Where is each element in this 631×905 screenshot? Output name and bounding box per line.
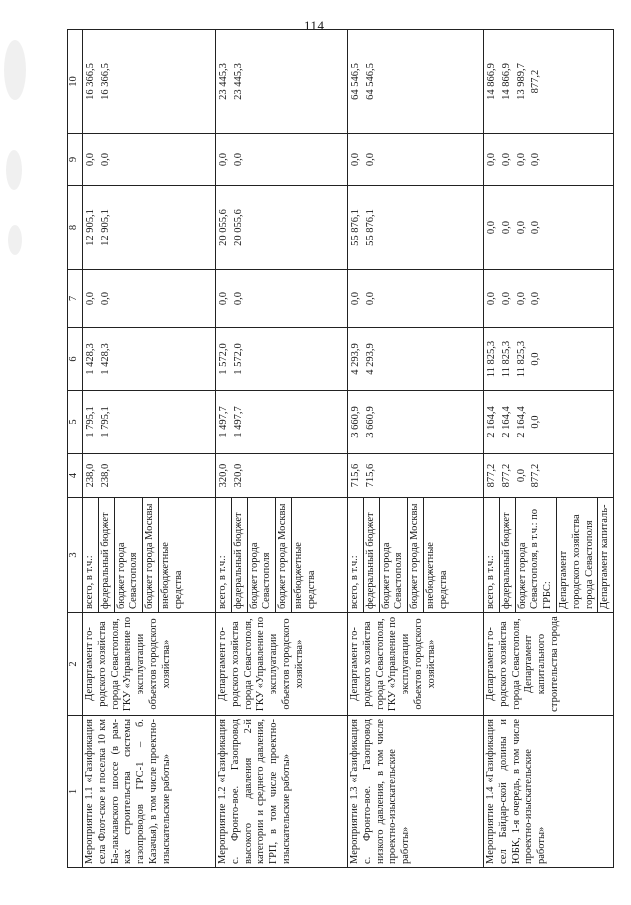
scan-smudge-left-3 [8,225,22,255]
funding-source: внебюджетные средства [159,542,184,609]
value-cell: 0,0 0,0 0,0 0,0 [484,270,614,328]
funding-source: внебюджетные средства [292,542,317,609]
col-header-9: 9 [68,134,83,186]
funding-source: всего, в т.ч.: [83,498,99,612]
funding-table [67,29,614,868]
value-cell: 20 055,6 20 055,6 [216,186,348,270]
value-cell: 12 905,1 12 905,1 [83,186,216,270]
funding-source: федеральный бюджет [99,498,115,612]
col-header-2: 2 [68,613,83,716]
value-cell: 0,0 0,0 [216,270,348,328]
value-cell: 4 293,9 4 293,9 [348,328,484,391]
col-header-8: 8 [68,186,83,270]
value-cell: 1 428,3 1 428,3 [83,328,216,391]
funding-source: федеральный бюджет [364,498,380,612]
funding-sources [83,498,216,613]
value-cell: 0,0 0,0 0,0 0,0 [484,134,614,186]
value-cell: 0,0 0,0 [83,270,216,328]
value-cell: 2 164,4 2 164,4 2 164,4 0,0 [484,391,614,454]
value-cell: 1 795,1 1 795,1 [83,391,216,454]
value-cell: 877,2 877,2 0,0 877,2 [484,454,614,498]
value-cell: 3 660,9 3 660,9 [348,391,484,454]
value-cell: 0,0 0,0 [348,270,484,328]
table-row [216,30,348,868]
value-cell: 320,0 320,0 [216,454,348,498]
funding-source: всего, в т.ч.: [484,498,500,612]
value-cell: 1 572,0 1 572,0 [216,328,348,391]
col-header-6: 6 [68,328,83,391]
funding-source: бюджет города Москвы [276,498,292,612]
rotated-table-wrapper [67,30,614,868]
header-row [68,30,83,868]
value-cell: 715,6 715,6 [348,454,484,498]
col-header-4: 4 [68,454,83,498]
funding-sources [216,498,348,613]
responsible-party: Департамент го-родского хозяйства города Севастополя, ГКУ «Управление по эксплуатации объектов городского хозяйства» [83,613,216,716]
funding-source: бюджет города Москвы [408,498,424,612]
funding-sources [484,498,614,613]
table-row [348,30,484,868]
funding-source: внебюджетные средства [424,542,449,609]
value-cell: 11 825,3 11 825,3 11 825,3 0,0 [484,328,614,391]
scan-smudge-left [4,40,26,100]
value-cell: 64 546,5 64 546,5 [348,30,484,134]
value-cell: 55 876,1 55 876,1 [348,186,484,270]
funding-source: федеральный бюджет [500,498,516,612]
funding-source: бюджет города Севастополя [380,498,409,612]
funding-source: бюджет города Севастополя [248,498,277,612]
table-row [484,30,614,868]
funding-sources [348,498,484,613]
value-cell: 0,0 0,0 0,0 0,0 [484,186,614,270]
funding-source: бюджет города Севастополя [115,498,144,612]
value-cell: 23 445,3 23 445,3 [216,30,348,134]
activity-name: Мероприятие 1.3 «Газификация с. Фронто-вое. Газопровод низкого давления, в том числе проектно-изыскательские работы» [348,716,484,868]
col-header-7: 7 [68,270,83,328]
funding-source: всего, в т.ч.: [216,498,232,612]
value-cell: 0,0 0,0 [216,134,348,186]
responsible-party: Департамент го-родского хозяйства города Севастополя, ГКУ «Управление по эксплуатации объектов городского хозяйства» [348,613,484,716]
value-cell: 0,0 0,0 [83,134,216,186]
col-header-1: 1 [68,716,83,868]
value-cell: 14 866,9 14 866,9 13 989,7 877,2 [484,30,614,134]
table-row [83,30,216,868]
value-cell: 0,0 0,0 [348,134,484,186]
activity-name: Мероприятие 1.2 «Газификация с. Фронто-вое. Газопровод высокого давления 2-й категории и среднего давления, ГРП, в том числе проектно-изыскательские работы» [216,716,348,868]
funding-source: всего, в т.ч.: [348,498,364,612]
responsible-party: Департамент го-родского хозяйства города Севастополя, ГКУ «Управление по эксплуатации объектов городского хозяйства» [216,613,348,716]
col-header-5: 5 [68,391,83,454]
scan-smudge-left-2 [6,150,22,190]
funding-source: бюджет города Севастополя, в т.ч.: по ГРБС: [516,498,557,612]
responsible-party: Департамент го-родского хозяйства города Севастополя, Департамент капитального строительства города [484,613,614,716]
value-cell: 1 497,7 1 497,7 [216,391,348,454]
activity-name: Мероприятие 1.4 «Газификация сел Байдар-ской долины и ЮБК, 1-я очередь, в том числе проектно-изыскательские работы» [484,716,614,868]
activity-name: Мероприятие 1.1 «Газификация села Флот-ское и поселка 10 км Ба-лаклавского шоссе (в рам-ках строительства системы газопроводов ГРС-1 – б. Казачья), в том числе проектно-изыскательские работы» [83,716,216,868]
value-cell: 238,0 238,0 [83,454,216,498]
funding-source: Департамент капиталь- [599,504,611,609]
funding-source: Департамент городского хозяйства города Севастополя [557,498,598,612]
funding-source: федеральный бюджет [232,498,248,612]
col-header-10: 10 [68,30,83,134]
value-cell: 16 366,5 16 366,5 [83,30,216,134]
col-header-3: 3 [68,498,83,613]
page-number: 114 [304,18,325,33]
funding-source: бюджет города Москвы [143,498,159,612]
